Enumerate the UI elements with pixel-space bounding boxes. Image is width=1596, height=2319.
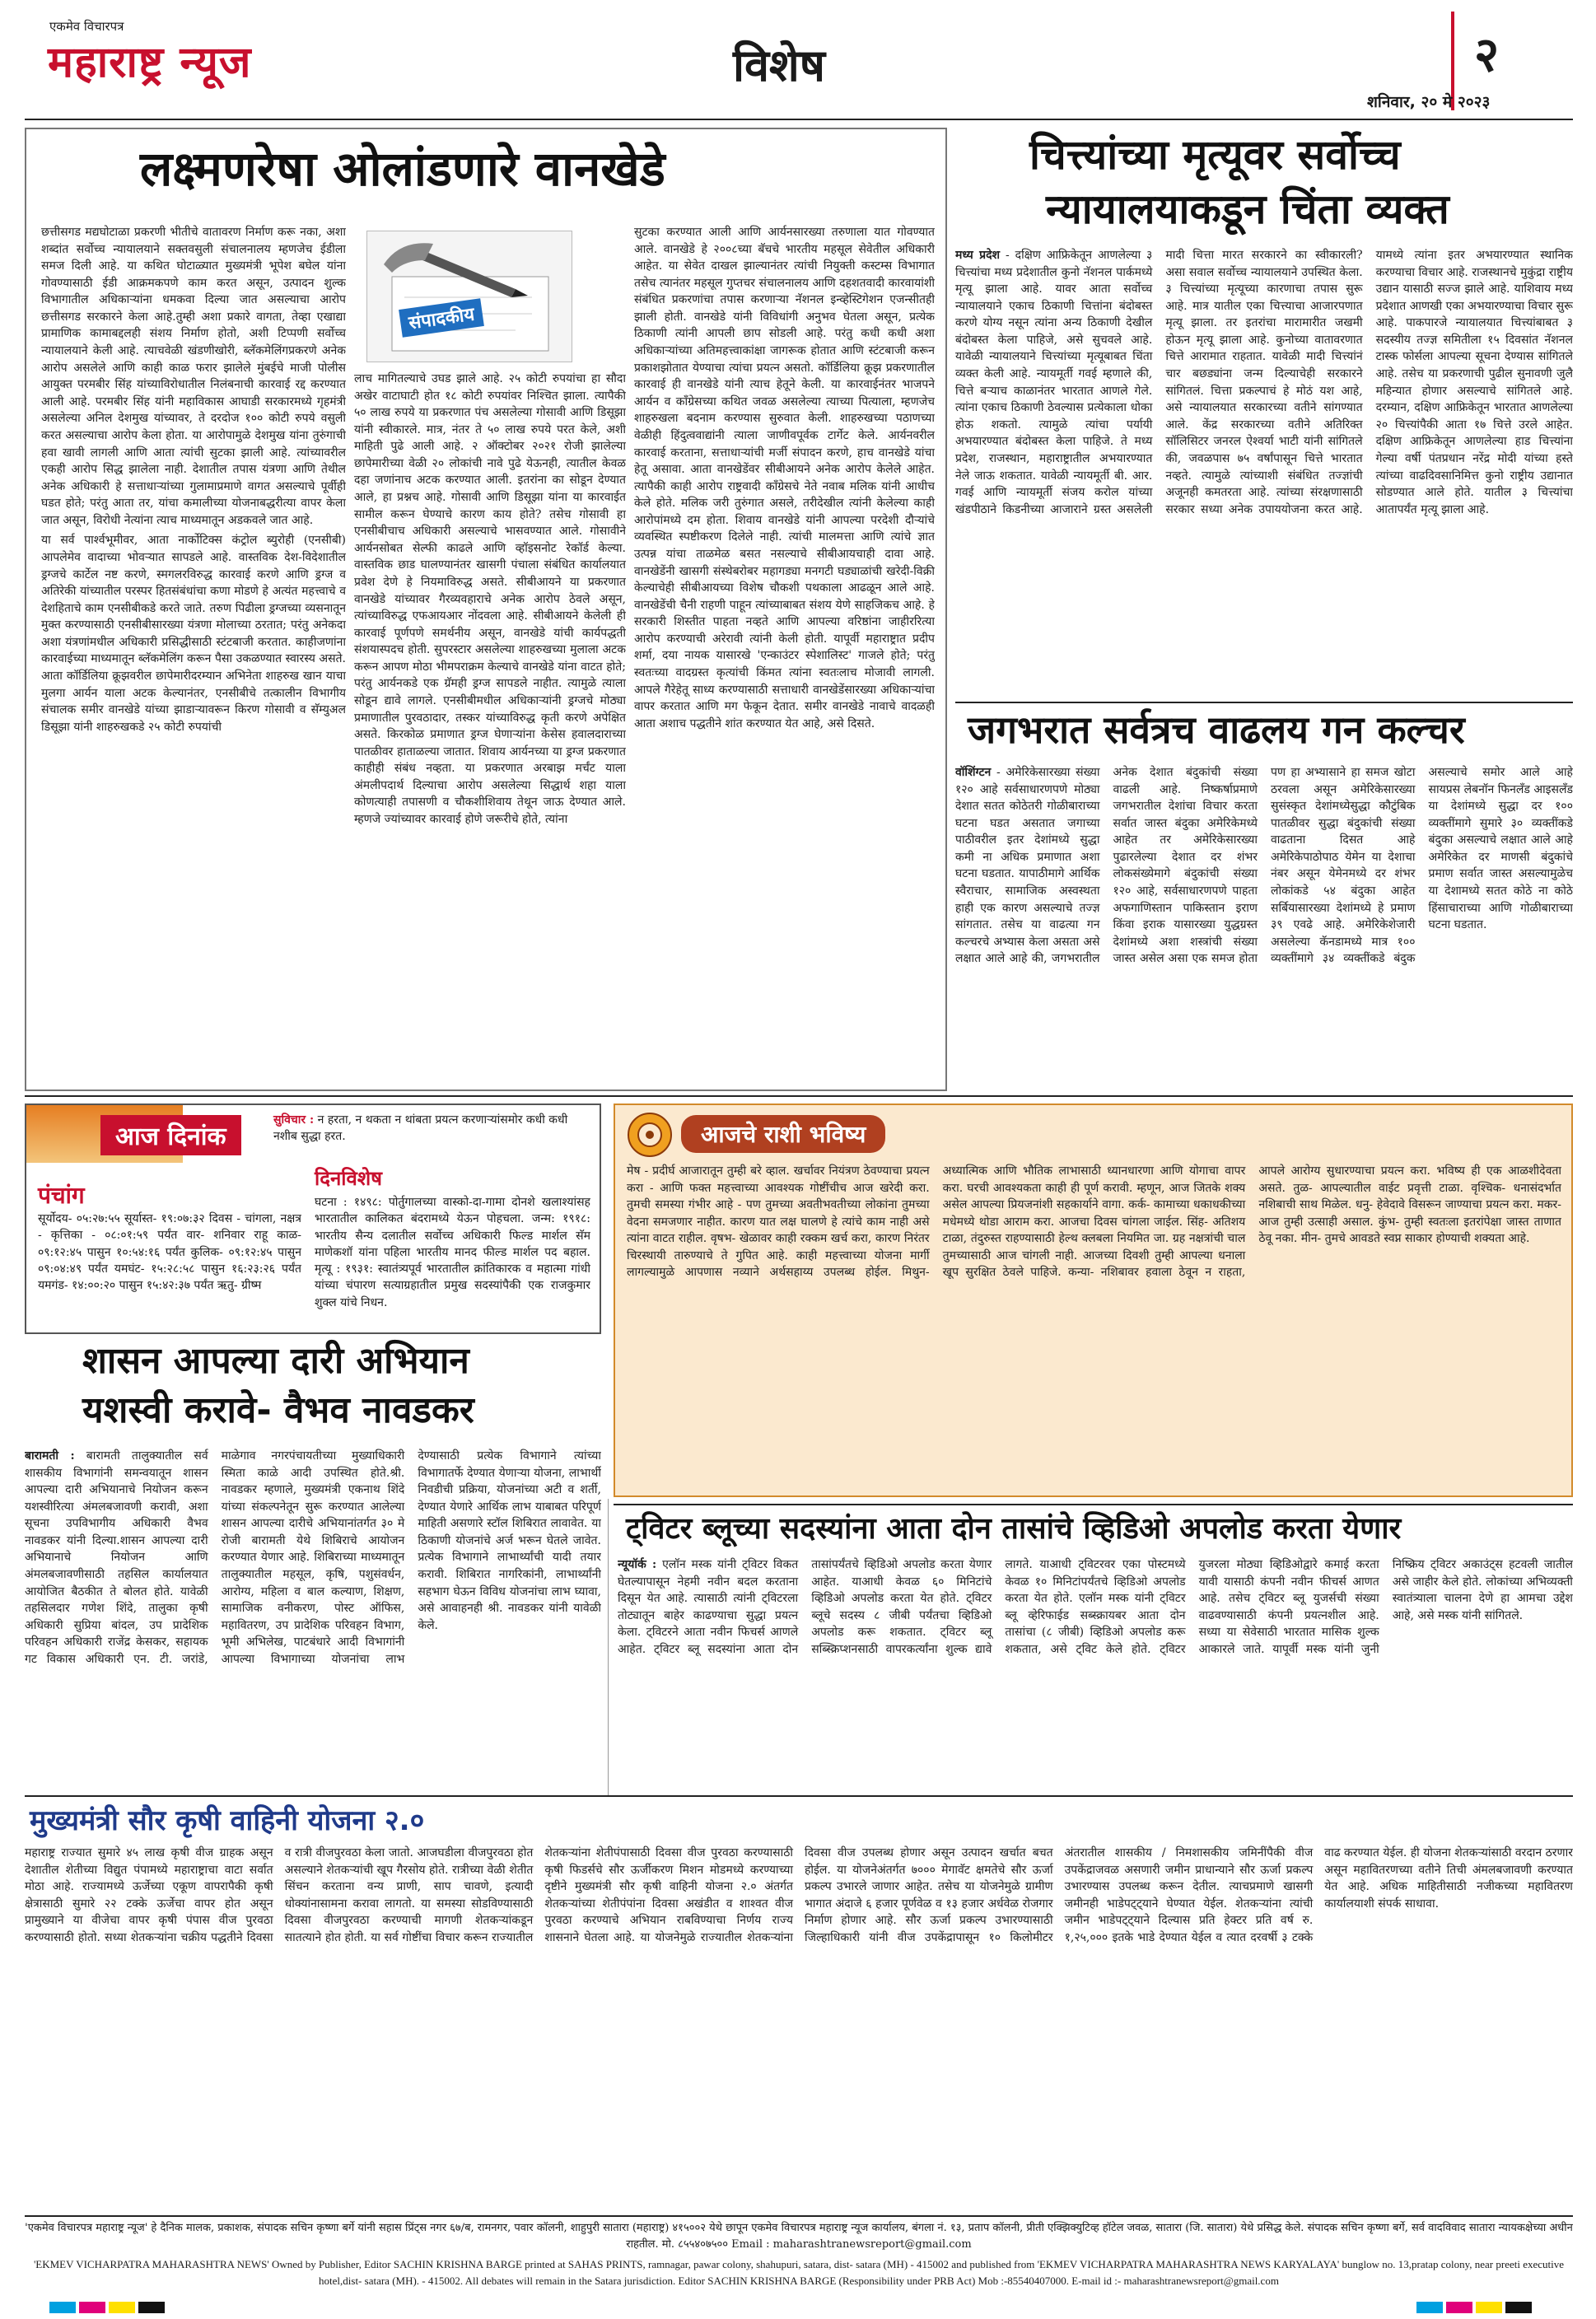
footer-marathi: 'एकमेव विचारपत्र महाराष्ट्र न्यूज' हे दैनिक मालक, प्रकाशक, संपादक सचिन कृष्णा बर्गे यांनी सहास प्रिंट्स नगर ६७/ब, रामनगर, पवार कॉलनी, शाहुपुरी सातारा (महाराष्ट्र) ४१५००२ येथे छापून एकमेव विचारपत्र महाराष्ट्र न्यूज कार्यालय, बंगला नं. १३, प्रताप कॉलनी, प्रीती एक्झिक्युटिव्ह हॉटेल जवळ, सातारा (जि. सातारा) येथे प्रसिद्ध केले. संपादक सचिन कृष्णा बर्गे, सर्व वादविवाद सातारा न्यायकक्षेच्या अधीन राहतील. मो. ८५५४०७५०० Email : maharashtranewsreport@gmail.com [25,2222,1573,2251]
print-color-strip-right [1416,2301,1535,2317]
guns-body: वॉशिंग्टन - अमेरिकेसारख्या संख्या १२० आहे सर्वसाधारणपणे मोठ्या देशात सतत कोठेतरी गोळीबाराच्या घटना घडत असतात जगाच्या पाठीवरील इतर देशांमध्ये सुद्धा कमी ना अधिक प्रमाणात अशा घटना घडतात. यापाठीमागे आर्थिक स्वैराचार, सामाजिक अस्वस्थता हाही एक कारण असल्याचे तज्ज्ञ सांगतात. तसेच या वाढत्या गन कल्चरचे अभ्यास केला असता असे लक्षात आले आहे की, जगभरातील अनेक देशात बंदुकांची संख्या वाढली आहे. निष्कर्षाप्रमाणे जगभरातील देशांचा विचार करता सर्वात जास्त बंदुका अमेरिकेमध्ये आहेत तर अमेरिकेसारख्या पुढारलेल्या देशात दर शंभर लोकसंख्येमागे बंदुकांची संख्या १२० आहे, सर्वसाधारणपणे पाहता अफगाणिस्तान पाकिस्तान इराण किंवा इराक यासारख्या युद्धग्रस्त देशांमध्ये अशा शस्त्रांची संख्या जास्त असेल असा एक समज होता पण हा अभ्यासाने हा समज खोटा ठरवला असून अमेरिकेसारख्या सुसंस्कृत देशांमध्येसुद्धा कौटुंबिक पातळीवर सुद्धा बंदुकांची संख्या वाढताना दिसत आहे अमेरिकेपाठोपाठ येमेन या देशाचा नंबर असून येमेनमध्ये दर शंभर लोकांकडे ५४ बंदुका आहेत सर्बियासारख्या देशांमध्ये हे प्रमाण ३९ एवढे आहे. अमेरिकेशेजारी असलेल्या कॅनडामध्ये मात्र १०० व्यक्तींमागे ३४ व्यक्तींकडे बंदुक असल्याचे समोर आले आहे सायप्रस लेबनॉन फिनलँड आइसलँड या देशांमध्ये सुद्धा दर १०० व्यक्तींमागे सुमारे ३० व्यक्तींकडे बंदुका असल्याचे लक्षात आले आहे अमेरिकेत दर माणसी बंदुकांचे प्रमाण सर्वात जास्त असल्यामुळेच या देशामध्ये सतत कोठे ना कोठे हिंसाचाराच्या आणि गोळीबाराच्या घटना घडतात. [955,766,1573,966]
rashi-title: आजचे राशी भविष्य [681,1115,885,1153]
shasan-body [25,1448,601,1787]
cheetah-text: दक्षिण आफ्रिकेतून आणलेल्या ३ चित्त्यांचा मध्य प्रदेशातील कुनो नॅशनल पार्कमध्ये मृत्यू झाला आहे. यावर आता सर्वोच्च न्यायालयाने एकाच ठिकाणी चित्तांना बंदोबस्त करणे योग्य नसून त्यांना अन्य ठिकाणी देखील बंदोबस्त केला पाहिजे, असे सुचवले आहे. यावेळी न्यायालयाने चित्त्यांच्या मृत्यूबाबत चिंता व्यक्त केली आहे. न्यायमूर्ती गवई म्हणाले की, चित्ते बऱ्याच काळानंतर भारतात आणले गेले. त्यांना एकाच ठिकाणी ठेवल्यास प्रत्येकाला धोका होऊ शकतो. त्यामुळे त्यांचा पर्यायी अभयारण्यात बंदोबस्त केला पाहिजे. ते मध्य प्रदेश, राजस्थान, महाराष्ट्रातील अभयारण्यात नेले जाऊ शकतात. यावेळी न्यायमूर्ती बी. आर. गवई आणि न्यायमूर्ती संजय करोल यांच्या खंडपीठाने किडनीच्या आजाराने ग्रस्त असलेली मादी चित्ता मारत सरकारने का स्वीकारली? असा सवाल सर्वोच्च न्यायालयाने उपस्थित केला. ३ चित्त्यांच्या मृत्यूच्या कारणाचा तपास सुरू आहे. मात्र यातील एका चित्त्याचा आजारपणात मृत्यू झाला. तर इतरांचा मारामारीत जखमी होऊन मृत्यू झाला आहे. कुनोच्या वातावरणात चित्ते आरामात राहतात. यावेळी मादी चित्त्यांनं चार बछड्यांना जन्म दिल्याचेही सरकारने सांगितलं. चित्ता प्रकल्पाचं हे मोठं यश आहे, असे न्यायालयात सरकारच्या वतीने सांगण्यात आले. केंद्र सरकारच्या वतीने अतिरिक्त सॉलिसिटर जनरल ऐश्वर्या भाटी यांनी सांगितले की, जवळपास ७५ वर्षांपासून चित्ते भारतात नव्हते. त्यामुळे त्यांच्याशी संबंधित तज्ज्ञांची अजूनही कमतरता आहे. त्यांच्या संरक्षणासाठी सरकार सध्या अनेक उपाययोजना करत आहे. यामध्ये त्यांना इतर अभयारण्यात स्थानिक करण्याचा विचार आहे. राजस्थानचे मुकुंद्रा राष्ट्रीय उद्यान यासाठी सज्ज झाले आहे. याशिवाय मध्य प्रदेशात आणखी एका अभयारण्याचा विचार सुरू आहे. पाकपारजे न्यायालयात चित्त्यांबाबत ३ सदस्यीय तज्ज्ञ समितीला १५ दिवसांत नॅशनल टास्क फोर्सला आपल्या सूचना देण्यास सांगितले आहे. तसेच या प्रकरणाची पुढील सुनावणी जुलै महिन्यात होणार असल्याचे सांगितले आहे. दरम्यान, दक्षिण आफ्रिकेतून भारतात आणलेल्या २० चित्त्यांपैकी आता १७ चित्ते उरले आहेत. दक्षिण आफ्रिकेतून आणलेल्या हाड चित्त्यांना गेल्या वर्षी पंतप्रधान नरेंद्र मोदी यांच्या हस्ते त्यांच्या वाढदिवसानिमित्त कुनो राष्ट्रीय उद्यानात सोडण्यात आले होते. यातील ३ चित्त्यांचा आतापर्यंत मृत्यू झाला आहे. [955,249,1573,516]
suvichar-label: सुविचार : [273,1113,315,1127]
cheetah-body: मध्य प्रदेश - दक्षिण आफ्रिकेतून आणलेल्या ३ चित्त्यांचा मध्य प्रदेशातील कुनो नॅशनल पार्कमध्ये मृत्यू झाला आहे. यावर आता सर्वोच्च न्यायालयाने एकाच ठिकाणी चित्तांना बंदोबस्त करणे योग्य नसून त्यांना अन्य ठिकाणी देखील बंदोबस्त केला पाहिजे, असे सुचवले आहे. यावेळी न्यायालयाने चित्त्यांच्या मृत्यूबाबत चिंता व्यक्त केली आहे. न्यायमूर्ती गवई म्हणाले की, चित्ते बऱ्याच काळानंतर भारतात आणले गेले. त्यांना एकाच ठिकाणी ठेवल्यास प्रत्येकाला धोका होऊ शकतो. त्यामुळे त्यांचा पर्यायी अभयारण्यात बंदोबस्त केला पाहिजे. ते मध्य प्रदेश, राजस्थान, महाराष्ट्रातील अभयारण्यात नेले जाऊ शकतात. यावेळी न्यायमूर्ती बी. आर. गवई आणि न्यायमूर्ती संजय करोल यांच्या खंडपीठाने किडनीच्या आजाराने ग्रस्त असलेली मादी चित्ता मारत सरकारने का स्वीकारली? असा सवाल सर्वोच्च न्यायालयाने उपस्थित केला. ३ चित्त्यांच्या मृत्यूच्या कारणाचा तपास सुरू आहे. मात्र यातील एका चित्त्याचा आजारपणात मृत्यू झाला. तर इतरांचा मारामारीत जखमी होऊन मृत्यू झाला आहे. कुनोच्या वातावरणात चित्ते आरामात राहतात. यावेळी मादी चित्त्यांनं चार बछड्यांना जन्म दिल्याचेही सरकारने सांगितलं. चित्ता प्रकल्पाचं हे मोठं यश आहे, असे न्यायालयात सरकारच्या वतीने सांगण्यात आले. केंद्र सरकारच्या वतीने अतिरिक्त सॉलिसिटर जनरल ऐश्वर्या भाटी यांनी सांगितले की, जवळपास ७५ वर्षांपासून चित्ते भारतात नव्हते. त्यामुळे त्यांच्याशी संबंधित तज्ज्ञांची अजूनही कमतरता आहे. त्यांच्या संरक्षणासाठी सरकार सध्या अनेक उपाययोजना करत आहे. यामध्ये त्यांना इतर अभयारण्यात स्थानिक करण्याचा विचार आहे. राजस्थानचे मुकुंद्रा राष्ट्रीय उद्यान यासाठी सज्ज झाले आहे. याशिवाय मध्य प्रदेशात आणखी एका अभयारण्याचा विचार सुरू आहे. पाकपारजे न्यायालयात चित्त्यांबाबत ३ सदस्यीय तज्ज्ञ समितीला १५ दिवसांत नॅशनल टास्क फोर्सला आपल्या सूचना देण्यास सांगितले आहे. तसेच या प्रकरणाची पुढील सुनावणी जुलै महिन्यात होणार असल्याचे सांगितले आहे. दरम्यान, दक्षिण आफ्रिकेतून भारतात आणलेल्या २० चित्त्यांपैकी आता १७ चित्ते उरले आहेत. दक्षिण आफ्रिकेतून आणलेल्या हाड चित्त्यांना गेल्या वर्षी पंतप्रधान नरेंद्र मोदी यांच्या हस्ते त्यांच्या वाढदिवसानिमित्त कुनो राष्ट्रीय उद्यानात सोडण्यात आले होते. यातील ३ चित्त्यांचा आतापर्यंत मृत्यू झाला आहे. [955,249,1573,516]
rashi-box [614,1104,1573,1497]
rule-cheetah [955,702,1573,703]
cheetah-headline-2: न्यायालयाकडून चिंता व्यक्त [1046,185,1449,233]
guns-text: अमेरिकेसारख्या संख्या १२० आहे सर्वसाधारणपणे मोठ्या देशात सतत कोठेतरी गोळीबाराच्या घटना घडत असतात जगाच्या पाठीवरील इतर देशांमध्ये सुद्धा कमी ना अधिक प्रमाणात अशा घटना घडतात. यापाठीमागे आर्थिक स्वैराचार, सामाजिक अस्वस्थता हाही एक कारण असल्याचे तज्ज्ञ सांगतात. तसेच या वाढत्या गन कल्चरचे अभ्यास केला असता असे लक्षात आले आहे की, जगभरातील अनेक देशात बंदुकांची संख्या वाढली आहे. निष्कर्षाप्रमाणे जगभरातील देशांचा विचार करता सर्वात जास्त बंदुका अमेरिकेमध्ये आहेत तर अमेरिकेसारख्या पुढारलेल्या देशात दर शंभर लोकसंख्येमागे बंदुकांची संख्या १२० आहे, सर्वसाधारणपणे पाहता अफगाणिस्तान पाकिस्तान इराण किंवा इराक यासारख्या युद्धग्रस्त देशांमध्ये अशा शस्त्रांची संख्या जास्त असेल असा एक समज होता पण हा अभ्यासाने हा समज खोटा ठरवला असून अमेरिकेसारख्या सुसंस्कृत देशांमध्येसुद्धा कौटुंबिक पातळीवर सुद्धा बंदुकांची संख्या वाढताना दिसत आहे अमेरिकेपाठोपाठ येमेन या देशाचा नंबर असून येमेनमध्ये दर शंभर लोकांकडे ५४ बंदुका आहेत सर्बियासारख्या देशांमध्ये हे प्रमाण ३९ एवढे आहे. अमेरिकेशेजारी असलेल्या कॅनडामध्ये मात्र १०० व्यक्तींमागे ३४ व्यक्तींकडे बंदुक असल्याचे समोर आले आहे सायप्रस लेबनॉन फिनलँड आइसलँड या देशांमध्ये सुद्धा दर १०० व्यक्तींमागे सुमारे ३० व्यक्तींकडे बंदुका असल्याचे लक्षात आले आहे अमेरिकेत दर माणसी बंदुकांचे प्रमाण सर्वात जास्त असल्यामुळेच या देशामध्ये सतत कोठे ना कोठे हिंसाचाराच्या आणि गोळीबाराच्या घटना घडतात. [955,766,1573,966]
editorial-col2-flow: या सर्व पार्श्वभूमीवर, आता नार्कोटिक्स कंट्रोल ब्युरोही (एनसीबी) आपलेमेव वादाच्या भोवऱ्यात सापडले आहे. वास्तविक देश-विदेशातील ड्रग्जचे कार्टेल नष्ट करणे, स्मगलरविरुद्ध कारवाई करणे आणि ड्रग्ज व अतिरेकी यांच्यातील परस्पर हितसंबंधांचा कणा मोडणे हे अत्यंत महत्त्वाचे व देशहिताचे काम एनसीबीकडे करते जाते. तरुण पिढीला ड्रग्जच्या व्यसनातून मुक्त करण्यासाठी एनसीबीसारख्या यंत्रणा मोलाच्या ठरतात; परंतु अनेकदा अशा यंत्रणांमधील अधिकारी प्रसिद्धीसाठी स्टंटबाजी करतात. काहीजणांना कारवाईच्या माध्यमातून ब्लॅकमेलिंग करून पैसा उकळण्यात स्वारस्य असते. आता कॉर्डिलिया क्रूझवरील छापेमारीदरम्यान अभिनेता शाहरुख खान याचा मुलगा आर्यन याला अटक केल्यानंतर, एनसीबीचे तत्कालीन विभागीय संचालक समीर वानखेडे यांच्या झाडाऱ्यावरून किरण गोसावी व सॅम्युअल डिसूझा यांनी शाहरुखकडे २५ कोटी रुपयांची [41,534,346,734]
footer-english: 'EKMEV VICHARPATRA MAHARASHTRA NEWS' Owned by Publisher, Editor SACHIN KRISHNA BARGE printed at SAHAS PRINTS, ramnagar, pawar colony, shahupuri, satara, dist- satara (MH) - 415002 and published from 'EKMEV VICHARPATRA MAHARASHTRA NEWS KARYALAYA' bunglow no. 13,pratap colony, near preeti executive hotel,dist- satara (MH). - 415002. All debates will remain in the Satara jurisdiction. Editor SACHIN KRISHNA BARGE (Responsibility under PRB Act) Mob :-85540407000. E-mail id :- maharashtranewsreport@gmail.com [33,2258,1565,2287]
cheetah-headline-1: चित्त्यांच्या मृत्यूवर सर्वोच्च [1029,131,1401,179]
saur-body: महाराष्ट्र राज्यात सुमारे ४५ लाख कृषी वीज ग्राहक असून देशातील शेतीच्या विद्युत पंपामध्ये महाराष्ट्राचा वाटा सर्वात मोठा आहे. राज्यामध्ये ऊर्जेच्या एकूण वापरापैकी कृषी क्षेत्रासाठी सुमारे २२ टक्के ऊर्जेचा वापर होत असून प्रामुख्याने या वीजेचा वापर कृषी पंपास वीज पुरवठा करण्यासाठी होतो. सध्या शेतकऱ्यांना चक्रीय पद्धतीने दिवसा व रात्री वीजपुरवठा केला जातो. आजघडीला वीजपुरवठा होत असल्याने शेतकऱ्यांची खूप गैरसोय होते. रात्रीच्या वेळी शेतीत सिंचन करताना वन्य प्राणी, साप चावणे, इत्यादी धोक्यांनासामना करावा लागतो. या समस्या सोडविण्यासाठी दिवसा वीजपुरवठा करण्याची मागणी शेतकऱ्यांकडून सातत्याने होत होती. या सर्व गोष्टींचा विचार करून राज्यातील शेतकऱ्यांना शेतीपंपासाठी दिवसा वीज पुरवठा करण्यासाठी कृषी फिडर्सचे सौर ऊर्जीकरण मिशन मोडमध्ये करण्याच्या दृष्टीने मुख्यमंत्री सौर कृषी वाहिनी योजना २.० अंतर्गत शेतकऱ्यांच्या शेतीपंपांना दिवसा अखंडीत व शाश्वत वीज पुरवठा करण्याचे अभियान राबविण्याचा निर्णय राज्य शासनाने घेतला आहे. या योजनेमुळे राज्यातील शेतकऱ्यांना दिवसा वीज उपलब्ध होणार असून उत्पादन खर्चात बचत होईल. या योजनेअंतर्गत ७००० मेगावॅट क्षमतेचे सौर ऊर्जा प्रकल्प उभारले जाणार आहेत. तसेच या योजनेमुळे ग्रामीण भागात अंदाजे ६ हजार पूर्णवेळ व १३ हजार अर्धवेळ रोजगार निर्माण होणार आहे. सौर ऊर्जा प्रकल्प उभारण्यासाठी जिल्हाधिकारी यांनी वीज उपकेंद्रापासून १० किलोमीटर अंतरातील शासकीय / निमशासकीय जमिनींपैकी वीज उपकेंद्राजवळ असणारी जमीन प्राधान्याने सौर ऊर्जा प्रकल्प उभारण्यास उपलब्ध करून देतील. त्याचप्रमाणे खासगी जमीनही भाडेपट्ट्याने घेण्यात येईल. शेतकऱ्यांना त्यांची जमीन भाडेपट्ट्याने दिल्यास प्रति हेक्टर प्रति वर्ष रु. १,२५,००० इतके भाडे देण्यात येईल व त्यात दरवर्षी ३ टक्के वाढ करण्यात येईल. ही योजना शेतकऱ्यांसाठी वरदान ठरणार असून महावितरणच्या वतीने तिची अंमलबजावणी करण्यात येत आहे. अधिक माहितीसाठी नजीकच्या महावितरण कार्यालयाशी संपर्क साधावा. [25,1846,1573,1944]
shasan-headline-2: यशस्वी करावे- वैभव नावडकर [82,1389,474,1431]
guns-dateline: वॉशिंग्टन [955,766,992,779]
rule-shasan [608,1499,609,1795]
print-color-strip [49,2301,168,2317]
editorial-headline: लक्ष्मणरेषा ओलांडणारे वानखेडे [140,141,665,197]
shasan-headline-1: शासन आपल्या दारी अभियान [82,1340,469,1382]
editorial-col3: लाच मागितल्याचे उघड झाले आहे. २५ कोटी रुपयांचा हा सौदा अखेर वाटाघाटी होत १८ कोटी रुपयांवर निश्चित झाला. त्यापैकी ५० लाख रुपये या प्रकरणात पंच असलेल्या गोसावी आणि डिसूझा यांनी स्वीकारले. मात्र, नंतर ते ५० लाख रुपये परत केले, अशी माहिती पुढे आली आहे. २ ऑक्टोबर २०२१ रोजी झालेल्या छापेमारीच्या वेळी २० लोकांची नावे पुढे येऊनही, त्यातील केवळ दहा जणांनाच अटक करण्यात आली. इतरांना का सोडून देण्यात आले, हा प्रश्नच आहे. गोसावी आणि डिसूझा यांना या कारवाईत सामील करून घेण्याचे कारण काय होते? तसेच गोसावी हा एनसीबीचाच अधिकारी असल्याचे भासवण्यात आले. गोसावीने आर्यनसोबत सेल्फी काढले आणि व्हॉइसनोट रेकॉर्ड केल्या. वास्तविक छाड घालण्यानंतर खासगी पंचाला संबंधित कार्यालयात प्रवेश देणे हे नियमाविरुद्ध असते. सीबीआयने या प्रकरणात वानखेडे यांच्यावर गैरव्यवहाराचे अनेक आरोप ठेवले असून, त्यांच्याविरुद्ध एफआयआर नोंदवला आहे. सीबीआयने केलेली ही कारवाई पूर्णपणे समर्थनीय असून, वानखेडे यांची कार्यपद्धती संशयास्पदच होती. सुपरस्टार असलेल्या शाहरुखच्या मुलाला अटक करून आपण मोठा भीमपराक्रम केल्याचे वानखेडे यांना वाटत होते; परंतु आर्यनकडे एक ग्रॅमही ड्रग्ज सापडले नाहीत. त्यामुळे त्याला सोडून द्यावे लागले. एनसीबीमधील अधिकाऱ्यांनी ड्रग्जचे मोठ्या प्रमाणातील पुरवठादार, तस्कर यांच्याविरुद्ध कृती करणे अपेक्षित असते. किरकोळ प्रमाणात ड्रग्ज घेणाऱ्यांना केसेस हवालदाराच्या पातळीवर हाताळल्या जातात. शिवाय आर्यनच्या या ड्रग्ज प्रकरणात काहीही संबंध नव्हता. या प्रकरणात अरबाझ मर्चंट याला अंमलीपदार्थ दिल्याचा आरोप असलेल्या सिद्धार्थ शहा याला कोणत्याही तपासणी व चौकशीशिवाय तेथून जाऊ देण्यात आले. म्हणजे ज्यांच्यावर कारवाई होणे जरूरीचे होते, त्यांना [354,372,626,827]
pen-on-paper-icon [367,231,573,363]
editorial-illustration [366,231,572,362]
masthead-brand: महाराष्ट्र न्यूज [48,38,252,87]
editorial-label: संपादकीय [399,298,484,338]
twitter-body [618,1556,1573,1787]
shasan-text: बारामती तालुक्यातील सर्व शासकीय विभागांनी समन्वयातून शासन आपल्या दारी अभियानाचे नियोजन करून यशस्वीरित्या अंमलबजावणी करावी, अशा सूचना उपविभागीय अधिकारी वैभव नावडकर यांनी दिल्या.शासन आपल्या दारी अभियानाचे नियोजन आणि अंमलबजावणीसाठी तहसिल कार्यालयात आयोजित बैठकीत ते बोलत होते. यावेळी तहसिलदार गणेश शिंदे, तालुका कृषी अधिकारी सुप्रिया बांदल, उप प्रादेशिक परिवहन अधिकारी राजेंद्र केसकर, सहायक गट विकास अधिकारी एन. टी. जरांडे, माळेगाव नगरपंचायतीच्या मुख्याधिकारी स्मिता काळे आदी उपस्थित होते.श्री. नावडकर म्हणाले, मुख्यमंत्री एकनाथ शिंदे यांच्या संकल्पनेतून सुरू करण्यात आलेल्या शासन आपल्या दारीचे अभियानांतर्गत ३० मे रोजी बारामती येथे शिबिराचे आयोजन करण्यात येणार आहे. शिबिराच्या माध्यमातून तालुक्यातील महसूल, कृषि, पशुसंवर्धन, आरोग्य, महिला व बाल कल्याण, शिक्षण, सामाजिक वनीकरण, पोस्ट ऑफिस, महावितरण, उप प्रादेशिक परिवहन विभाग, भूमी अभिलेख, पाटबंधारे आदी विभागांनी आपल्या विभागाच्या योजनांचा लाभ देण्यासाठी प्रत्येक विभागाने त्यांच्या विभागातर्फे देण्यात येणाऱ्या योजना, लाभार्थी निवडीची प्रक्रिया, योजनांच्या अटी व शर्ती, देण्यात येणारे आर्थिक लाभ याबाबत परिपूर्ण माहिती असणारे स्टॉल शिबिरात लावावेत. या ठिकाणी योजनांचे अर्ज भरून घेतले जावेत. प्रत्येक विभागाने लाभार्थ्यांची यादी तयार करावी. शिबिरात नागरिकांनी, लाभार्थ्यांनी सहभाग घेऊन विविध योजनांचा लाभ घ्यावा, असे आवाहनही श्री. नावडकर यांनी यावेळी केले. [25,1449,601,1666]
editorial-col1: छत्तीसगड मद्यघोटाळा प्रकरणी भीतीचे वातावरण निर्माण करू नका, अशा शब्दांत सर्वोच्च न्यायालयाने सक्तवसुली संचालनालय म्हणजेच ईडीला समज दिली आहे. या कथित घोटाळ्यात मुख्यमंत्री भूपेश बघेल यांना गोवण्यासाठी ईडी आक्रमकपणे काम करत असून, उत्पादन शुल्क विभागातील अधिकाऱ्यांना धमकवा दिल्या जात असल्याचा आरोप छत्तीसगड सरकारने केला आहे.तुम्ही अशा प्रकारे वागता, तेव्हा एखाद्या प्रामाणिक कामाबद्दलही संशय निर्माण होतो, अशी टिप्पणी सर्वोच्च न्यायालयाने केली आहे. त्याचवेळी खंडणीखोरी, ब्लॅकमेलिंगप्रकरणे अनेक आरोप असलेले आणि काही काळ फरार झालेले मुंबईचे माजी पोलीस आयुक्त परमबीर सिंह यांच्याविरोधातील निलंबनाची कारवाई रद्द करण्यात आली आहे. परमबीर सिंह यांनी महाविकास आघाडी सरकारमध्ये गृहमंत्री असलेल्या अनिल देशमुख यांच्यावर, ते दरदोज १०० कोटी रुपये वसुली करत असल्याचा आरोप केला होता. या आरोपामुळे देशमुख यांना तुरुंगाची हवा खावी लागली आणि आता त्यांची सुटका झाली आहे. त्यांच्यावरील एकही आरोप सिद्ध झालेला नाही. देशातील तपास यंत्रणा आणि तेथील अनेक अधिकारी हे सत्ताधाऱ्यांच्या गुलामाप्रमाणे वागत असल्याचे पूर्वीही घडत होते; परंतु आता तर, यांचा कमालीच्या योजनाबद्धरीत्या वापर केला जात असून, विरोधी नेत्यांना त्याच माध्यमातून अडकवले जात आहे. या सर्व पार्श्वभूमीवर, आता नार्कोटिक्स कंट्रोल ब्युरोही (एनसीबी) आपलेमेव वादाच्या भोवऱ्यात सापडले आहे. वास्तविक देश-विदेशातील ड्रग्जचे कार्टेल नष्ट करणे, स्मगलरविरुद्ध कारवाई करणे आणि ड्रग्ज व अतिरेकी यांच्यातील परस्पर हितसंबंधांचा कणा मोडणे हे अत्यंत महत्त्वाचे व देशहिताचे काम एनसीबीकडे करते जाते. तरुण पिढीला ड्रग्जच्या व्यसनातून मुक्त करण्यासाठी एनसीबीसारख्या यंत्रणा मोलाच्या ठरतात; परंतु अनेकदा अशा यंत्रणांमधील अधिकारी प्रसिद्धीसाठी स्टंटबाजी करतात. काहीजणांना कारवाईच्या माध्यमातून ब्लॅकमेलिंग करून पैसा उकळण्यात स्वारस्य असते. आता कॉर्डिलिया क्रूझवरील छापेमारीदरम्यान अभिनेता शाहरुख खान याचा मुलगा आर्यन याला अटक केल्यानंतर, एनसीबीचे तत्कालीन विभागीय संचालक समीर वानखेडे यांच्या झाडाऱ्यावरून किरण गोसावी व सॅम्युअल डिसूझा यांनी शाहरुखकडे २५ कोटी रुपयांची [41,224,346,1080]
page-number: २ [1474,26,1500,82]
rule-footer [25,2215,1573,2217]
suvichar [273,1112,595,1146]
masthead-tagline: एकमेव विचारपत्र [49,19,124,34]
rule-saur-top [25,1795,1573,1797]
rule-mid [25,1095,1573,1097]
editorial-col4: सुटका करण्यात आली आणि आर्यनसारख्या तरुणाला यात गोवण्यात आले. वानखेडे हे २००८च्या बॅचचे भारतीय महसूल सेवेतील अधिकारी आहेत. या सेवेत दाखल झाल्यानंतर त्यांची नियुक्ती कस्टम्स विभागात तसेच त्यानंतर महसूल गुप्तचर संचालनालय आणि दहशतवादी कारवायांशी संबंधित प्रकरणांचा तपास करणाऱ्या नॅशनल इन्व्हेस्टिगेशन एजन्सीतही झाली होती. वानखेडे यांनी विविधांगी अनुभव घेतला असून, प्रत्येक ठिकाणी त्यांनी आपली छाप सोडली आहे. परंतु कधी कधी अशा अधिकाऱ्यांच्या अतिमहत्त्वाकांक्षा जागरूक होतात आणि स्टंटबाजी करून प्रकाशझोतात येण्याचा त्यांचा प्रयत्न असतो. कॉर्डिलिया क्रूझ प्रकरणातील कारवाई ही वानखेडे यांनी त्याच हेतूने केली. या कारवाईनंतर भाजपने आर्यन व काँग्रेसच्या कथित जवळ असलेल्या त्याच्या पित्याला, म्हणजेच शाहरुखला बदनाम करण्यास सुरुवात केली. शाहरुखच्या पठाणच्या वेळीही हिंदुत्ववाद्यांनी त्याला जाणीवपूर्वक टार्गेट केले. आर्यनवरील कारवाई करताना, सत्ताधाऱ्यांची मर्जी संपादन करणे, हाच वानखेडे यांचा हेतू असावा. आता वानखेडेंवर सीबीआयने अनेक आरोप केलेले आहेत. त्यापैकी काही आरोप राष्ट्रवादी काँग्रेसचे नेते नवाब मलिक यांनी आधीच केले होते. मलिक जरी तुरुंगात असले, तरीदेखील त्यांनी केलेल्या काही आरोपांमध्ये दम होता. शिवाय वानखेडे यांनी आपल्या परदेशी दौऱ्यांचे व्यवस्थित स्पष्टीकरण दिलेले नाही. त्यांची मालमत्ता आणि त्यांचे ज्ञात उत्पन्न यांचा ताळमेळ बसत नसल्याचे सीबीआयचाही दावा आहे. वानखेडेंनी खासगी संस्थेबरोबर महागड्या मनगटी घड्याळांची खरेदी-विक्री केल्याचेही सीबीआयच्या विशेष चौकशी पथकाला आढळून आले आहे. वानखेडेंची चैनी राहणी पाहून त्यांच्याबाबत संशय येणे साहजिकच आहे. हे सरकारी शिस्तीत पाहता नव्हते आणि आपल्या वरिष्ठांना जाहीररित्या आरोप करण्याची अरेरावी त्यांनी केली होती. यापूर्वी महाराष्ट्रात प्रदीप शर्मा, दया नायक यासारखे 'एन्काउंटर स्पेशालिस्ट' गाजले होते; परंतु स्वतःच्या वादग्रस्त कृत्यांची किंमत त्यांना स्वतःलाच मोजावी लागली. आपले गैरेहेतू साध्य करण्यासाठी सत्ताधारी वानखेडेंसारख्या अधिकाऱ्यांचा वापर करतात आणि मग फेकून देतात. समीर वानखेडे नावाचे वादळही आता अशाच पद्धतीने शांत करण्यात येत आहे, असे दिसते. [634,226,935,730]
aaj-dinank-box [25,1104,601,1334]
panchang-text: सूर्योदय- ०५:२७:५५ सूर्यास्त- १९:०७:३२ दिवस - चांगला, नक्षत्र - कृत्तिका - ०८:०१:५९ पर्यंत वार- शनिवार राहू काळ- ०९:१२:४५ पासुन १०:५४:१६ पर्यंत कुलिक- ०९:१२:४५ पासुन ०९:०४:४९ पर्यंत यमघंट- १५:२८:५८ पासुन १६:२३:२६ पर्यंत यमगंड- १४:००:२० पासुन १५:४२:३७ पर्यंत ऋतु- ग्रीष्म [38,1212,301,1293]
dinvishesh-text: घटना : १४९८: पोर्तुगालच्या वास्को-दा-गामा दोनशे खलाश्यांसह भारतातील कालिकत बंदरामध्ये येऊन पोहचला. जन्म: १९१८: भारतीय सैन्य दलातील सर्वोच्च अधिकारी फिल्ड मार्शल सॅम माणेकशॉ यांना पहिला भारतीय मानद फील्ड मार्शल पद बहाल. मृत्यू : १९३१: स्वातंत्र्यपूर्व भारतातील क्रांतिकारक व महात्मा गांधी यांच्या चंपारण सत्याग्रहातील प्रमुख सदस्यांपैकी एक राजकुमार शुक्ल यांचे निधन. [315,1196,590,1309]
masthead-rule [25,119,1573,120]
shasan-dateline: बारामती : [25,1449,75,1463]
twitter-dateline: न्यूयॉर्क : [618,1558,657,1571]
twitter-headline: ट्विटर ब्लूच्या सदस्यांना आता दोन तासांचे व्हिडिओ अपलोड करता येणार [626,1512,1402,1546]
rule-twitter-top [614,1504,1573,1505]
section-label: विशेष [733,40,825,91]
page-dateline: शनिवार, २० मे २०२३ [1367,93,1491,111]
guns-headline: जगभरात सर्वत्रच वाढलय गन कल्चर [968,707,1465,752]
saur-headline: मुख्यमंत्री सौर कृषी वाहिनी योजना २.० [30,1804,425,1837]
dinvishesh-title: दिनविशेष [315,1167,383,1190]
twitter-text: एलॉन मस्क यांनी ट्विटर विकत घेतल्यापासून नेहमी नवीन बदल करताना दिसून येत आहे. त्यासाठी त्यांनी ट्विटरला तोट्यातून बाहेर काढण्याचा सुद्धा प्रयत्न केला. ट्विटरने आता नवीन फिचर्स आणले आहेत. ट्विटर ब्लू सदस्यांना आता दोन तासांपर्यंतचे व्हिडिओ अपलोड करता येणार आहेत. याआधी केवळ ६० मिनिटांचे व्हिडिओ अपलोड करता येत होते. ट्विटर ब्लूचे सदस्य ८ जीबी पर्यंतचा व्हिडिओ अपलोड करू शकतात. ट्विटर ब्लू सब्स्क्रिप्शनसाठी वापरकर्त्यांना शुल्क द्यावे लागते. याआधी ट्विटरवर एका पोस्टमध्ये केवळ १० मिनिटांपर्यंतचे व्हिडिओ अपलोड करता येत होते. एलॉन मस्क यांनी ट्विटर ब्लू व्हेरिफाईड सब्स्क्रायबर आता दोन तासांचा (८ जीबी) व्हिडिओ अपलोड करू शकतात, असे ट्विट केले होते. ट्विटर युजरला मोठ्या व्हिडिओद्वारे कमाई करता यावी यासाठी कंपनी नवीन फीचर्स आणत आहे. तसेच ट्विटर ब्लू युजर्सची संख्या वाढवण्यासाठी कंपनी प्रयत्नशील आहे. सध्या या सेवेसाठी भारतात मासिक शुल्क आकारले जाते. यापूर्वी मस्क यांनी जुनी निष्क्रिय ट्विटर अकाउंट्स हटवली जातील असे जाहीर केले होते. लोकांच्या अभिव्यक्ती स्वातंत्र्याला चालना देणे हा आमचा उद्देश आहे, असे मस्क यांनी सांगितले. [618,1558,1573,1656]
rashi-text: मेष - प्रदीर्घ आजारातून तुम्ही बरे व्हाल. खर्चावर नियंत्रण ठेवण्याचा प्रयत्न करा - आणि फक्त महत्त्वाच्या आवश्यक गोष्टींचीच आज खरेदी करा. तुमची समस्या गंभीर आहे - पण तुमच्या अवतीभवतीच्या लोकांना तुमच्या वेदना समजणार नाहीत. कारण यात लक्ष घालणे हे त्यांचे काम नाही असे त्यांना वाटत राहील. वृषभ- खेळावर काही रक्कम खर्च करा, कारण निरंतर चिरस्थायी तारुण्याचे ते गुपित आहे. काही महत्त्वाच्या योजना मार्गी लागल्यामुळे आपणास नव्याने अर्थसहाय्य उपलब्ध होईल. मिथुन- अध्यात्मिक आणि भौतिक लाभासाठी ध्यानधारणा आणि योगाचा वापर करा. घरची आवश्यकता काही ही पूर्ण करावी. म्हणून, आज जितके शक्य असेल आपल्या प्रियजनांशी सहकार्याने वागा. कर्क- कामाच्या धकाधकीच्या मधेमध्ये थोडा आराम करा. आजचा दिवस चांगला जाईल. सिंह- अतिशय टाळा, तंदुरुस्त राहण्यासाठी हेल्थ क्लबला नियमित जा. ग्रह नक्षत्रांची चाल तुमच्यासाठी आज चांगली नाही. आजच्या दिवशी तुम्ही आपल्या धनाला खूप सुरक्षित ठेवले पाहिजे. कन्या- नशिबावर हवाला ठेवून न राहता, आपले आरोग्य सुधारण्याचा प्रयत्न करा. भविष्य ही एक आळशीदेवता असते. तुळ- आपल्यातील वाईट प्रवृत्ती टाळा. वृश्चिक- धनासंदर्भात नशिबाची साथ मिळेल. धनु- हेवेदावे विसरून जाण्याचा प्रयत्न करा. मकर- आज तुम्ही उत्साही असाल. कुंभ- तुम्ही स्वतःला इतरांपेक्षा जास्त ताणात ठेवू नका. मीन- तुमचे आवडते स्वप्न साकार होण्याची शक्यता आहे. [627,1164,1561,1280]
panchang-title: पंचांग [38,1182,85,1209]
cheetah-dateline: मध्य प्रदेश [955,249,1001,262]
zodiac-wheel-icon [627,1112,673,1158]
aaj-title: आज दिनांक [100,1115,241,1155]
suvichar-text: न हरता, न थकता न थांबता प्रयत्न करणाऱ्यांसमोर कधी कधी नशीब सुद्धा हरत. [273,1113,568,1144]
